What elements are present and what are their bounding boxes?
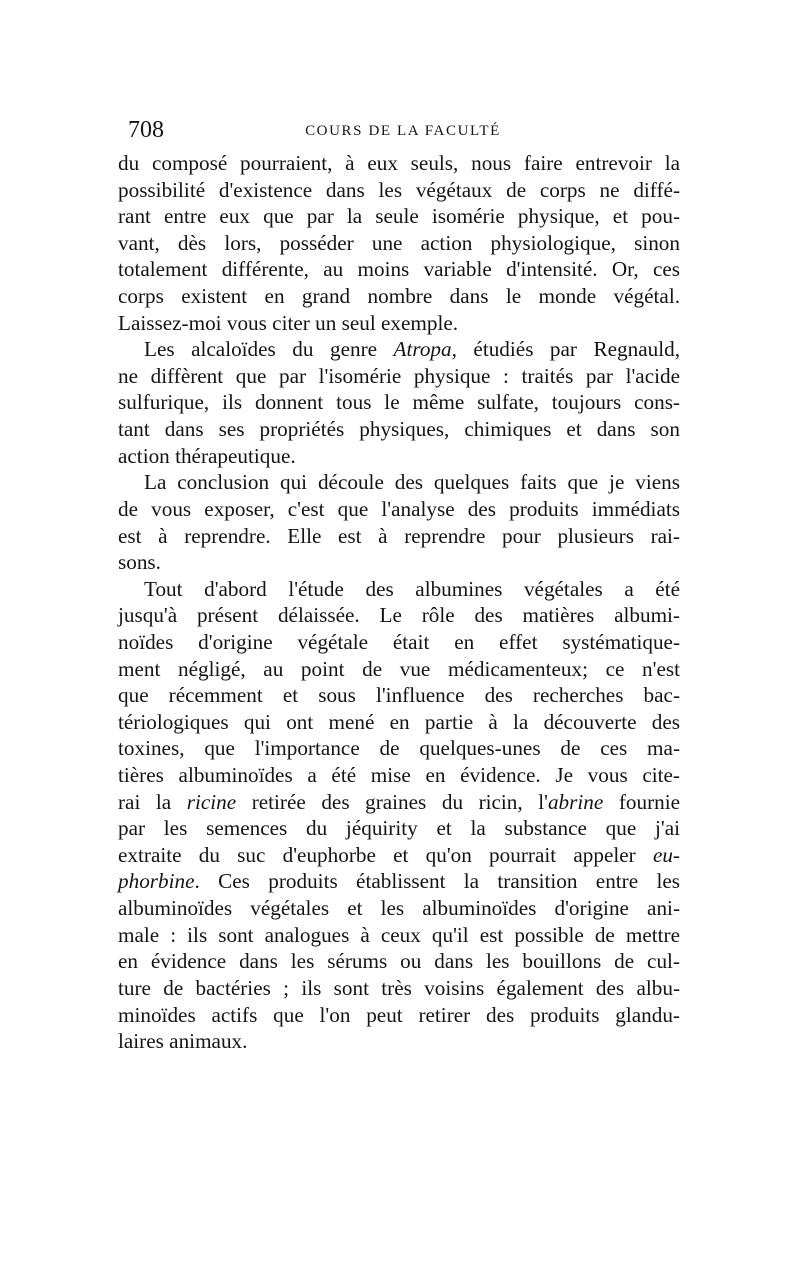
text-line: tériologiques qui ont mené en partie à la découverte des [118, 709, 680, 734]
text-line: laires animaux. [118, 1029, 248, 1054]
text-line: ture de bactéries ; ils sont très voisins également des albu- [118, 975, 680, 1000]
term-euphorbine-end: phorbine [118, 869, 195, 894]
text-line: Tout d'abord l'étude des albumines végétales a été [144, 576, 680, 601]
text-line: jusqu'à présent délaissée. Le rôle des matières albumi- [118, 603, 680, 628]
line-segment: Les alcaloïdes du genre [144, 337, 394, 362]
text-line: en évidence dans les sérums ou dans les bouillons de cul- [118, 949, 680, 974]
text-line: par les semences du jéquirity et la substance que j'ai [118, 816, 680, 841]
text-line: sons. [118, 550, 161, 575]
text-line: rant entre eux que par la seule isomérie physique, et pou- [118, 204, 680, 229]
line-segment: fournie [603, 789, 681, 814]
text-line: male : ils sont analogues à ceux qu'il est possible de mettre [118, 922, 680, 947]
text-line: noïdes d'origine végétale était en effet systématique- [118, 629, 680, 654]
text-line: est à reprendre. Elle est à reprendre pour plusieurs rai- [118, 523, 680, 548]
text-line: de vous exposer, c'est que l'analyse des produits immédiats [118, 496, 680, 521]
running-head: COURS DE LA FACULTÉ [305, 123, 501, 139]
term-abrine: abrine [547, 789, 604, 814]
page-number: 708 [128, 117, 164, 143]
page-header [128, 115, 678, 145]
text-line: que récemment et sous l'influence des recherches bac- [118, 683, 680, 708]
text-line: tières albuminoïdes a été mise en évidence. Je vous cite- [118, 763, 680, 788]
body-text [118, 150, 680, 1055]
line-segment: rai la [118, 789, 187, 814]
term-ricine: ricine [186, 789, 237, 814]
text-line [118, 842, 680, 869]
text-line: tant dans ses propriétés physiques, chimiques et dans son [118, 417, 680, 442]
text-line: totalement différente, au moins variable d'intensité. Or, ces [118, 257, 680, 282]
text-line: La conclusion qui découle des quelques faits que je viens [144, 470, 680, 495]
text-line [118, 789, 680, 816]
line-segment: , étudiés par Regnauld, [451, 337, 680, 362]
genus-name: Atropa [393, 337, 452, 362]
line-segment: . Ces produits établissent la transition entre les [194, 869, 680, 894]
text-line: du composé pourraient, à eux seuls, nous faire entrevoir la [118, 151, 680, 175]
term-euphorbine-start: eu- [652, 842, 680, 867]
line-segment: retirée des graines du ricin, l' [236, 789, 548, 814]
text-line: minoïdes actifs que l'on peut retirer des produits glandu- [118, 1002, 680, 1027]
text-line: ment négligé, au point de vue médicamenteux; ce n'est [118, 656, 680, 681]
text-line: corps existent en grand nombre dans le monde végétal. [118, 284, 680, 309]
line-segment: extraite du suc d'euphorbe et qu'on pourrait appeler [118, 842, 653, 867]
text-line: possibilité d'existence dans les végétaux de corps ne diffé- [118, 177, 680, 202]
text-line [118, 868, 680, 895]
text-line: albuminoïdes végétales et les albuminoïdes d'origine ani- [118, 896, 680, 921]
text-line: ne diffèrent que par l'isomérie physique : traités par l'acide [118, 363, 680, 388]
text-line: sulfurique, ils donnent tous le même sulfate, toujours cons- [118, 390, 680, 415]
text-line [118, 336, 680, 363]
text-line: Laissez-moi vous citer un seul exemple. [118, 310, 459, 335]
text-line: vant, dès lors, posséder une action physiologique, sinon [118, 230, 680, 255]
text-line: action thérapeutique. [118, 443, 296, 468]
text-line: toxines, que l'importance de quelques-unes de ces ma- [118, 736, 680, 761]
